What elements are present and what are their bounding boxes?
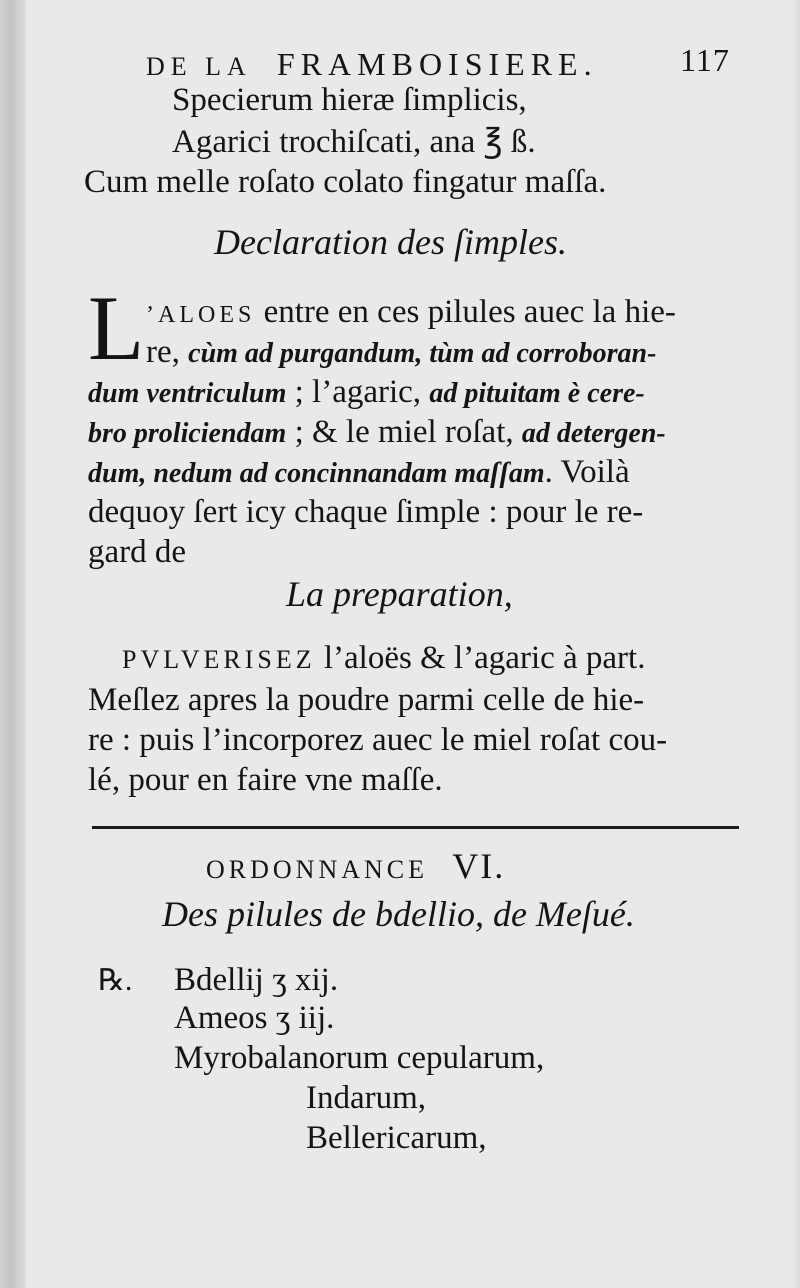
- paragraph-line: PVLVERISEZ l’aloës & l’agaric à part.: [122, 640, 646, 676]
- recipe-line: Ameos ʒ iij.: [174, 1000, 335, 1036]
- paragraph-line: dequoy ſert icy chaque ſimple : pour le re-: [88, 494, 644, 530]
- paragraph-line: Meſlez apres la poudre parmi celle de hie-: [88, 682, 645, 718]
- ordonnance-heading: [206, 848, 505, 885]
- small-caps-word: ’ALOES: [146, 302, 256, 328]
- running-head-title: [146, 48, 598, 80]
- running-head-name: FRAMBOISIERE.: [276, 46, 598, 82]
- paragraph-line: re, cùm ad purgandum, tùm ad corroboran-: [146, 334, 657, 370]
- paragraph-line: gard de: [88, 534, 187, 570]
- page-gutter: [0, 0, 26, 1288]
- running-head-de: DE LA: [146, 52, 251, 81]
- ordonnance-label: ORDONNANCE: [206, 855, 428, 884]
- paragraph-line: dum, nedum ad concinnandam maſſam. Voilà: [88, 454, 630, 490]
- recipe-line: Bdellij ʒ xij.: [174, 962, 339, 998]
- paragraph-line: ’ALOES entre en ces pilules auec la hie-: [146, 294, 676, 330]
- page-edge: [792, 0, 800, 1288]
- recipe-line: Agarici trochiſcati, ana ℥ ß.: [172, 124, 536, 160]
- paragraph-line: lé, pour en faire vne maſſe.: [88, 762, 443, 798]
- recipe-line: Cum melle roſato colato fingatur maſſa.: [84, 164, 607, 200]
- recipe-symbol: ℞.: [98, 964, 133, 997]
- page-number: 117: [680, 42, 730, 78]
- small-caps-word: PVLVERISEZ: [122, 645, 316, 674]
- paragraph-line: re : puis l’incorporez auec le miel roſat cou-: [88, 722, 668, 758]
- drop-cap: L: [88, 277, 145, 379]
- section-divider: [92, 826, 739, 829]
- paragraph-line: bro proliciendam ; & le miel roſat, ad detergen-: [88, 414, 666, 450]
- recipe-line: Myrobalanorum cepularum,: [174, 1040, 545, 1076]
- section-heading-declaration: Declaration des ſimples.: [214, 222, 567, 262]
- ordonnance-subtitle: Des pilules de bdellio, de Meſué.: [162, 894, 635, 934]
- section-heading-preparation: La preparation,: [286, 574, 513, 614]
- paragraph-line: dum ventriculum ; l’agaric, ad pituitam è cere-: [88, 374, 645, 410]
- recipe-line: Specierum hieræ ſimplicis,: [172, 82, 527, 118]
- recipe-line: Indarum,: [306, 1080, 427, 1116]
- recipe-line: Bellericarum,: [306, 1120, 487, 1156]
- ordonnance-number: VI.: [452, 846, 506, 886]
